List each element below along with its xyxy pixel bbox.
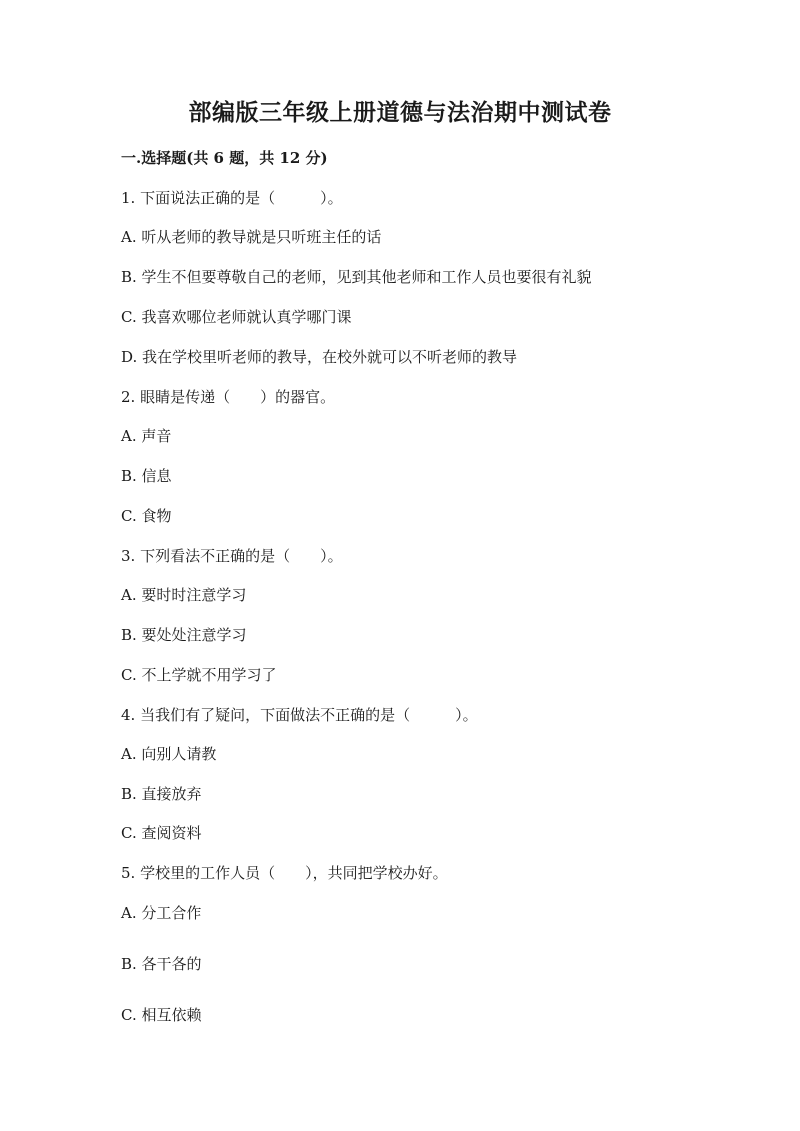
- answer-option: D. 我在学校里听老师的教导，在校外就可以不听老师的教导: [121, 348, 518, 366]
- question-stem: 4. 当我们有了疑问，下面做法不正确的是（ ）。: [121, 706, 478, 724]
- answer-option: A. 分工合作: [121, 904, 202, 922]
- question-stem: 3. 下列看法不正确的是（ ）。: [121, 547, 343, 565]
- answer-option: C. 不上学就不用学习了: [121, 666, 277, 684]
- question-stem: 1. 下面说法正确的是（ ）。: [121, 189, 343, 207]
- answer-option: B. 直接放弃: [121, 785, 202, 803]
- answer-option: A. 听从老师的教导就是只听班主任的话: [121, 228, 382, 246]
- answer-option: C. 食物: [121, 507, 172, 525]
- answer-option: C. 相互依赖: [121, 1006, 202, 1024]
- answer-option: C. 我喜欢哪位老师就认真学哪门课: [121, 308, 352, 326]
- answer-option: B. 信息: [121, 467, 172, 485]
- answer-option: C. 查阅资料: [121, 824, 202, 842]
- answer-option: A. 要时时注意学习: [121, 586, 247, 604]
- answer-option: A. 声音: [121, 427, 172, 445]
- question-stem: 2. 眼睛是传递（ ）的器官。: [121, 388, 336, 406]
- answer-option: B. 各干各的: [121, 955, 202, 973]
- section-heading: 一.选择题(共 6 题，共 12 分): [121, 149, 328, 167]
- answer-option: B. 学生不但要尊敬自己的老师，见到其他老师和工作人员也要很有礼貌: [121, 268, 592, 286]
- answer-option: A. 向别人请教: [121, 745, 217, 763]
- answer-option: B. 要处处注意学习: [121, 626, 247, 644]
- question-stem: 5. 学校里的工作人员（ ），共同把学校办好。: [121, 864, 448, 882]
- page-title: 部编版三年级上册道德与法治期中测试卷: [188, 99, 612, 126]
